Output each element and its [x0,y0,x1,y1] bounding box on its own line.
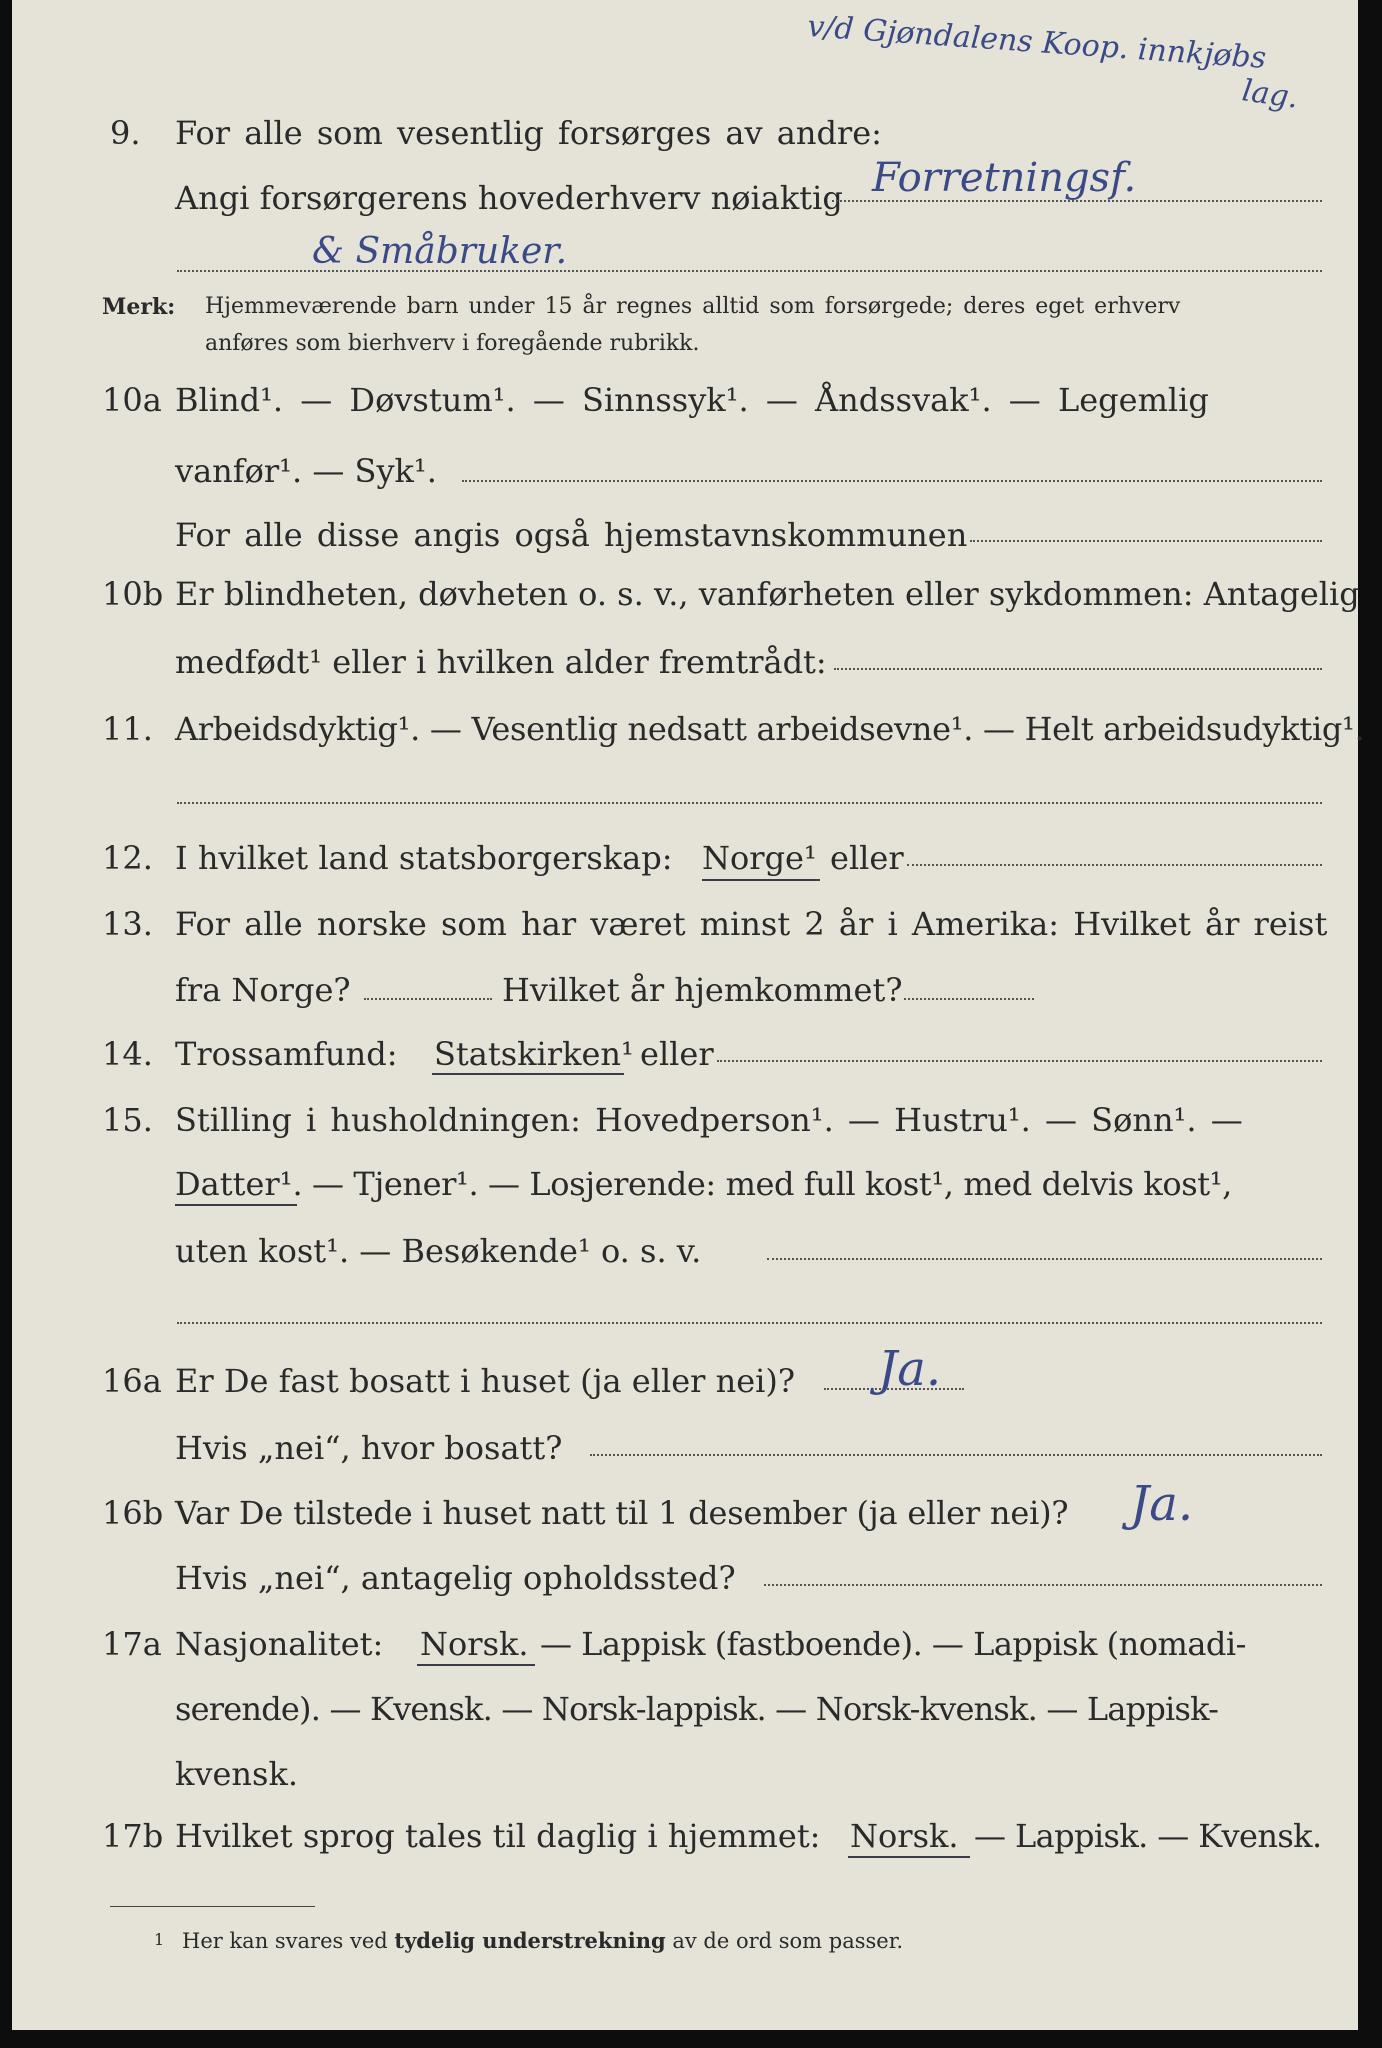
item-9-line2: Angi forsørgerens hovederhverv nøiaktig [175,179,843,217]
item-17b-option-norsk: Norsk. [850,1817,959,1855]
item-17a-norsk-underline [417,1664,535,1666]
item-16b-line2: Hvis „nei“, antagelig opholdssted? [175,1559,736,1597]
item-17a-question: Nasjonalitet: [175,1625,384,1663]
item-10b-number: 10b [102,575,164,613]
item-17a-option-norsk: Norsk. [420,1625,529,1663]
item-12-eller: eller [830,839,904,877]
item-16a-bosatt-line [590,1454,1322,1456]
footnote-text [182,1930,903,1952]
footnote-rule [110,1906,315,1907]
item-13-line2b: Hvilket år hjemkommet? [502,971,903,1009]
handwritten-top-note-line1: v/d Gjøndalens Koop. innkjøbs [806,9,1268,76]
item-12-option-norge: Norge¹ [702,839,817,877]
item-15-line2: — Tjener¹. — Losjerende: med full kost¹, med delvis kost¹, [312,1165,1232,1203]
item-16a-number: 16a [102,1362,162,1400]
item-14-number: 14. [102,1035,153,1073]
item-10b-answer-line [834,668,1322,670]
item-11-number: 11. [102,710,153,748]
item-16b-handwritten-answer: Ja. [1130,1476,1194,1532]
item-15-answer-line [767,1258,1322,1260]
item-16b-number: 16b [102,1494,164,1532]
footnote-text-post: av de ord som passer. [672,1929,904,1953]
item-14-option-statskirken: Statskirken¹ [434,1035,634,1073]
item-14-answer-line [717,1060,1322,1062]
item-15-datter-underline [175,1204,297,1206]
item-12-question: I hvilket land statsborgerskap: [175,839,673,877]
item-17a-line2: serende). — Kvensk. — Norsk-lappisk. — Norsk-kvensk. — Lappisk- [175,1690,1219,1728]
item-15-line1: Stilling i husholdningen: Hovedperson¹. — Hustru¹. — Sønn¹. — [175,1101,1243,1139]
item-11-answer-line [177,802,1322,804]
item-12-norge-underline [702,879,820,881]
item-10a-line3: For alle disse angis også hjemstavnskommunen [175,516,968,554]
merk-label: Merk: [102,294,176,320]
item-14-question: Trossamfund: [175,1035,398,1073]
item-13-line1: For alle norske som har været minst 2 år i Amerika: Hvilket år reist [175,905,1328,943]
item-14-statskirken-underline [432,1073,624,1075]
item-9-line1: For alle som vesentlig forsørges av andre: [175,114,882,152]
merk-line2: anføres som bierhverv i foregående rubrikk. [205,331,700,356]
item-11-line1: Arbeidsdyktig¹. — Vesentlig nedsatt arbeidsevne¹. — Helt arbeidsudyktig¹. [175,710,1365,748]
item-16a-line2: Hvis „nei“, hvor bosatt? [175,1429,563,1467]
item-12-number: 12. [102,839,153,877]
item-15-line3: uten kost¹. — Besøkende¹ o. s. v. [175,1232,702,1270]
item-9-handwritten-answer-line2: & Småbruker. [312,231,568,272]
footnote-text-pre: Her kan svares ved [182,1929,388,1953]
item-13-line2a: fra Norge? [175,971,351,1009]
item-9-number: 9. [110,114,141,152]
item-10a-line1: Blind¹. — Døvstum¹. — Sinnssyk¹. — Åndssvak¹. — Legemlig [175,381,1209,419]
item-10b-line1: Er blindheten, døvheten o. s. v., vanførheten eller sykdommen: Antagelig [175,575,1360,613]
handwritten-top-note-line2: lag. [1239,73,1301,116]
item-10a-answer-line [462,480,1322,482]
item-9-handwritten-answer: Forretningsf. [872,155,1137,201]
item-15-option-datter: Datter¹. [175,1165,303,1203]
item-13-hjemkommet-line [904,998,1034,1000]
merk-line1: Hjemmeværende barn under 15 år regnes alltid som forsørgede; deres eget erhverv [205,294,1181,319]
item-16a-handwritten-answer: Ja. [878,1341,942,1397]
item-15-answer-line2 [177,1322,1322,1324]
item-17b-norsk-underline [848,1856,970,1858]
item-10a-line2: vanfør¹. — Syk¹. [175,452,437,490]
item-13-reist-line [364,998,492,1000]
item-17b-number: 17b [102,1817,164,1855]
item-14-eller: eller [640,1035,714,1073]
item-16b-line1: Var De tilstede i huset natt til 1 desember (ja eller nei)? [175,1494,1069,1532]
item-17a-number: 17a [102,1625,162,1663]
item-17a-line3: kvensk. [175,1755,298,1793]
item-12-answer-line [907,864,1322,866]
footnote-text-bold: tydelig understrekning [394,1928,666,1953]
item-16b-opholdssted-line [764,1584,1322,1586]
item-17a-line1: — Lappisk (fastboende). — Lappisk (nomadi- [540,1625,1246,1663]
item-10a-number: 10a [102,381,162,419]
census-form-page [12,0,1365,2030]
footnote-mark: 1 [154,1930,165,1949]
item-10b-line2: medfødt¹ eller i hvilken alder fremtrådt: [175,643,827,681]
item-17b-question: Hvilket sprog tales til daglig i hjemmet: [175,1817,821,1855]
item-16a-line1: Er De fast bosatt i huset (ja eller nei)? [175,1362,796,1400]
item-13-number: 13. [102,905,153,943]
item-15-number: 15. [102,1101,153,1139]
item-10a-kommune-line [970,540,1322,542]
item-17b-line1: — Lappisk. — Kvensk. [974,1817,1322,1855]
